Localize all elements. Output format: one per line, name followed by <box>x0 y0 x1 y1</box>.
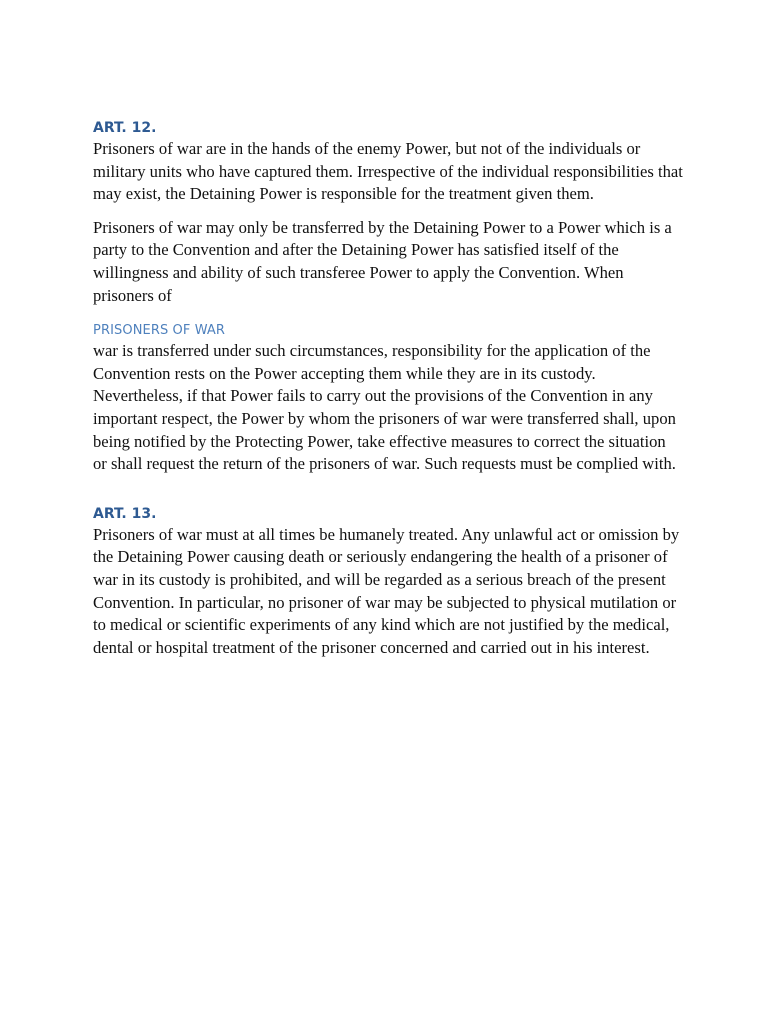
article-13-paragraph-1: Prisoners of war must at all times be humanely treated. Any unlawful act or omission by the Detaining Power causing death or seriously endangering the health of a prisoner of war in its custody is prohibited, and will be regarded as a serious breach of the present Convention. In particular, no prisoner of war may be subjected to physical mutilation or to medical or scientific experiments of any kind which are not justified by the medical, dental or hospital treatment of the prisoner concerned and carried out in his interest. <box>93 524 680 657</box>
paragraph-spacer <box>93 206 683 217</box>
document-page <box>93 118 683 659</box>
article-12-paragraph-3: war is transferred under such circumstances, responsibility for the application of the Convention rests on the Power accepting them while they are in its custody. Nevertheless, if that Power fails to carry out the provisions of the Convention in any important respect, the Power by whom the prisoners of war were transferred shall, upon being notified by the Protecting Power, take effective measures to correct the situation or shall request the return of the prisoners of war. Such requests must be complied with. <box>93 341 676 474</box>
article-12-heading: ART. 12. <box>93 120 157 136</box>
running-header: PRISONERS OF WAR <box>93 323 226 339</box>
article-12-paragraph-2: Prisoners of war may only be transferred by the Detaining Power to a Power which is a party to the Convention and after the Detaining Power has satisfied itself of the willingness and ability of such transferee Power to apply the Convention. When prisoners of <box>93 217 672 305</box>
article-13-heading: ART. 13. <box>93 505 157 522</box>
article-12-paragraph-1: Prisoners of war are in the hands of the enemy Power, but not of the individuals or military units who have captured them. Irrespective of the individual responsibilities that may exist, the Detaining Power is responsible for the treatment given them. <box>93 139 683 204</box>
section-spacer <box>93 476 683 504</box>
paragraph-spacer <box>93 311 683 322</box>
